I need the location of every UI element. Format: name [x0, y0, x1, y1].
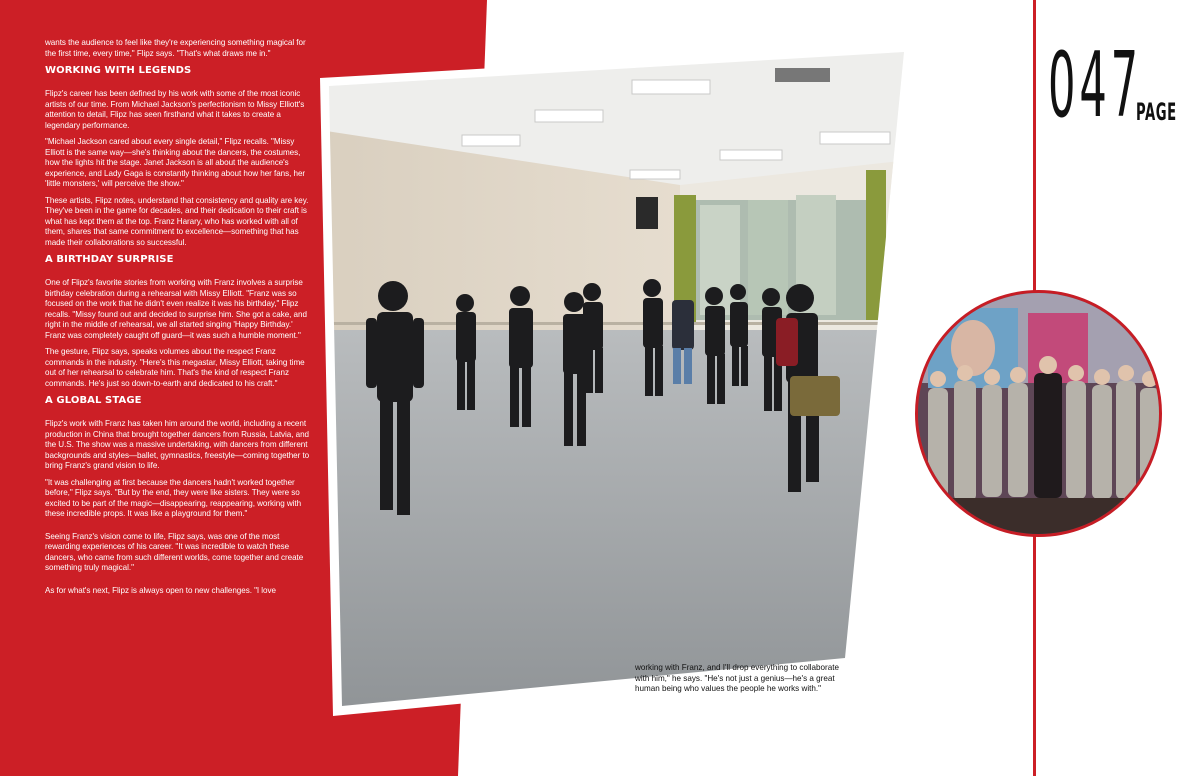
- performers-photo: [918, 293, 1162, 537]
- paragraph: One of Flipz's favorite stories from working with Franz involves a surprise birthday celebration during a rehearsal with Missy Elliott. "Franz was so focused on the work that he didn't even realize it was his birthday," Flipz recalls. "Missy found out and decided to surprise him. She got a cake, and right in the middle of rehearsal, we all started singing 'Happy Birthday.' Franz was completely caught off guard—it was such a humble moment.": [45, 278, 307, 340]
- paragraph: Flipz's career has been defined by his work with some of the most iconic artists of our time. From Michael Jackson's perfectionism to Missy Elliott's attention to detail, Flipz has seen firsthand what it takes to create a legendary performance.: [45, 89, 305, 130]
- paragraph: Seeing Franz's vision come to life, Flipz says, was one of the most rewarding experiences of his career. "It was incredible to watch these dancers, who came from such different worlds, come together and create something truly magical.": [45, 531, 304, 572]
- paragraph: As for what's next, Flipz is always open to new challenges. "I love: [45, 585, 276, 595]
- continuation-paragraph: working with Franz, and I'll drop everything to collaborate with him," he says. "He's not just a genius—he's a great human being who values the people he works with.": [635, 663, 839, 693]
- paragraph: Flipz's work with Franz has taken him around the world, including a recent production in China that brought together dancers from Russia, Latvia, and the U.S. The show was a massive undertaking, with dancers from different backgrounds and styles—ballet, gymnastics, freestyle—coming together to bring Franz's grand vision to life.: [45, 419, 310, 470]
- section-heading-global-stage: A GLOBAL STAGE: [45, 395, 142, 406]
- paragraph: "Michael Jackson cared about every single detail," Flipz recalls. "Missy Elliott is the same way—she's thinking about the dancers, the costumes, how the lights hit the stage. Janet Jackson is all about the audience's experience, and Lady Gaga is constantly thinking about how her fans, her 'little monsters,' will perceive the show.": [45, 137, 306, 188]
- group-photo-circle: [915, 290, 1162, 537]
- page-number-digits: 047: [1048, 33, 1142, 138]
- section-heading-legends: WORKING WITH LEGENDS: [45, 65, 192, 76]
- paragraph: "It was challenging at first because the dancers hadn't worked together before," Flipz says. "But by the end, they were like sisters. They were so excited to be part of the magic—disappearing, reappearing, working with these incredible props. It was like a playground for them.": [45, 477, 302, 518]
- intro-paragraph: wants the audience to feel like they're experiencing something magical for the first time, every time," Flipz says. "That's what draws me in.": [45, 38, 306, 58]
- paragraph: The gesture, Flipz says, speaks volumes about the respect Franz commands in the industry. "Here's this megastar, Missy Elliott, taking time out of her rehearsal to celebrate him. That's the kind of respect Franz commands. He's just so down-to-earth and dedicated to his craft.": [45, 347, 305, 388]
- section-heading-birthday: A BIRTHDAY SURPRISE: [45, 254, 174, 265]
- page-label: PAGE: [1136, 98, 1177, 126]
- page-number: [1048, 33, 1198, 138]
- paragraph: These artists, Flipz notes, understand that consistency and quality are key. They've been in the game for decades, and their dedication to their craft is what has kept them at the top. Franz Harary, who has worked with all of them, shares that same commitment to excellence—something that has made their collaborations so successful.: [45, 195, 309, 247]
